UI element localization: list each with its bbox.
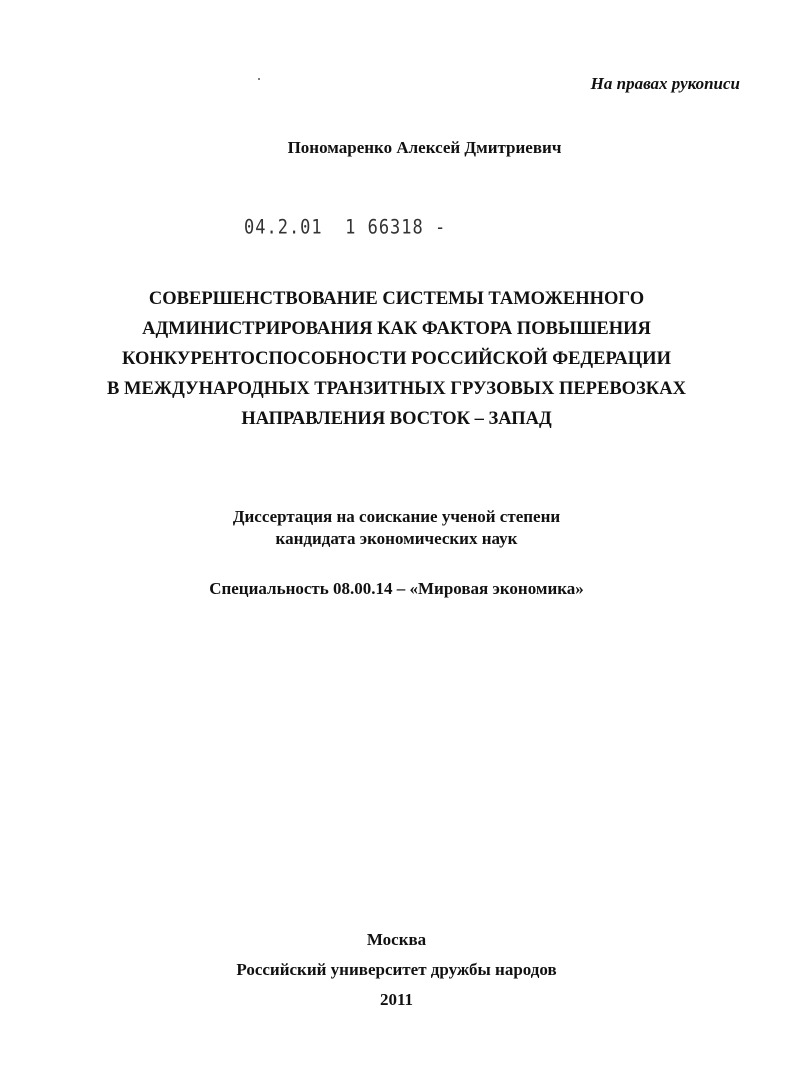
specialty: Специальность 08.00.14 – «Мировая экономика» [209, 579, 584, 598]
registration-stamp: 04.2.01 1 66318 - [244, 216, 447, 239]
scan-speck [258, 78, 260, 80]
dissertation-title [0, 284, 793, 434]
title-line: КОНКУРЕНТОСПОСОБНОСТИ РОССИЙСКОЙ ФЕДЕРАЦИИ [122, 349, 671, 369]
footer [0, 925, 793, 1015]
author-name: Пономаренко Алексей Дмитриевич [287, 138, 562, 157]
degree-line-1: Диссертация на соискание ученой степени [232, 507, 561, 526]
title-line: АДМИНИСТРИРОВАНИЯ КАК ФАКТОРА ПОВЫШЕНИЯ [142, 319, 651, 339]
degree-statement [0, 506, 793, 550]
city: Москва [366, 930, 427, 949]
rights-notice: На правах рукописи [590, 74, 740, 93]
year: 2011 [379, 990, 414, 1009]
title-line: В МЕЖДУНАРОДНЫХ ТРАНЗИТНЫХ ГРУЗОВЫХ ПЕРЕВОЗКАХ [107, 379, 686, 399]
degree-line-2: кандидата экономических наук [275, 529, 518, 548]
institution: Российский университет дружбы народов [236, 960, 557, 979]
title-line: НАПРАВЛЕНИЯ ВОСТОК – ЗАПАД [241, 409, 552, 429]
title-line: СОВЕРШЕНСТВОВАНИЕ СИСТЕМЫ ТАМОЖЕННОГО [148, 289, 645, 309]
